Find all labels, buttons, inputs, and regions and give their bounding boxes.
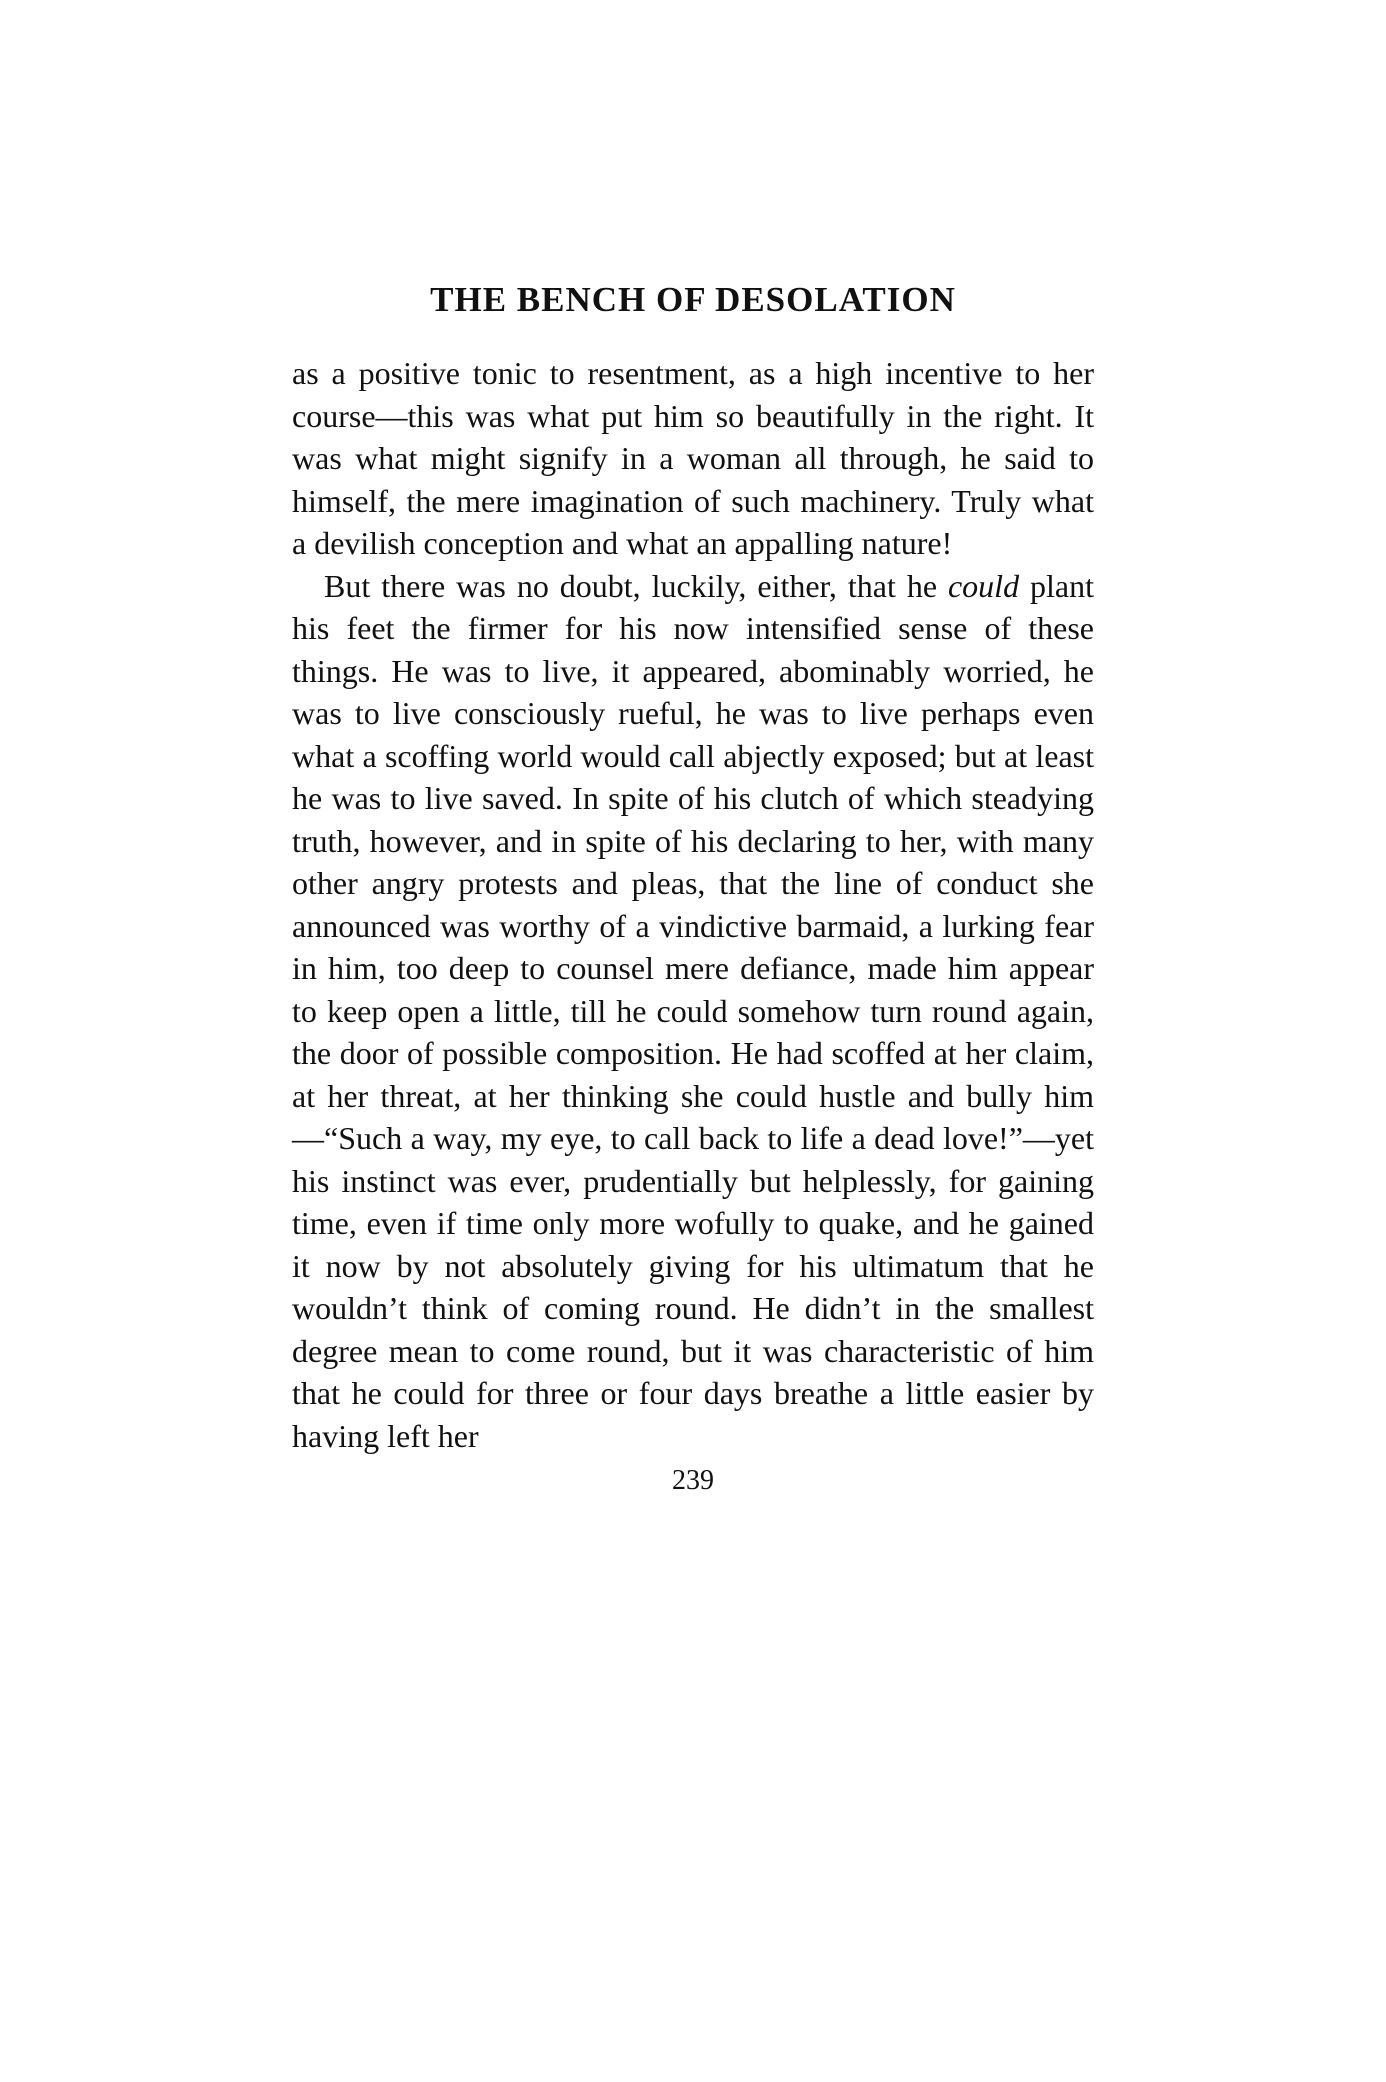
paragraph-2-text-b: plant his feet the firmer for his now intensified sense of these things. He was to live, it appeared, abominably worried, he was to live consciously rueful, he was to live perhaps even what a scoffing world would call abjectly exposed; but at least he was to live saved. In spite of his clutch of which steadying truth, however, and in spite of his declaring to her, with many other angry protests and pleas, that the line of conduct she announced was worthy of a vindictive barmaid, a lurking fear in him, too deep to counsel mere defiance, made him appear to keep open a little, till he could somehow turn round again, the door of possible composition. He had scoffed at her claim, at her threat, at her thinking she could hustle and bully him—“Such a way, my eye, to call back to life a dead love!”—yet his instinct was ever, prudentially but helplessly, for gaining time, even if time only more wofully to quake, and he gained it now by not absolutely giving for his ultimatum that he wouldn’t think of coming round. He didn’t in the smallest degree mean to come round, but it was characteristic of him that he could for three or four days breathe a little easier by having left her [292,567,1094,1454]
paragraph-1-text: as a positive tonic to resentment, as a high incentive to her course—this was what put him so beautifully in the right. It was what might signify in a woman all through, he said to himself, the mere imagination of such machinery. Truly what a devilish conception and what an appalling nature! [292,355,1094,561]
body-text [292,352,1094,1457]
page-number: 239 [672,1465,714,1496]
running-head: THE BENCH OF DESOLATION [430,280,956,319]
paragraph-2-text-a: But there was no doubt, luckily, either, that he [324,567,948,604]
emphasis-could: could [947,567,1020,604]
paragraph-1 [292,352,1094,565]
paragraph-2 [292,565,1094,1458]
book-page [292,276,1094,1499]
